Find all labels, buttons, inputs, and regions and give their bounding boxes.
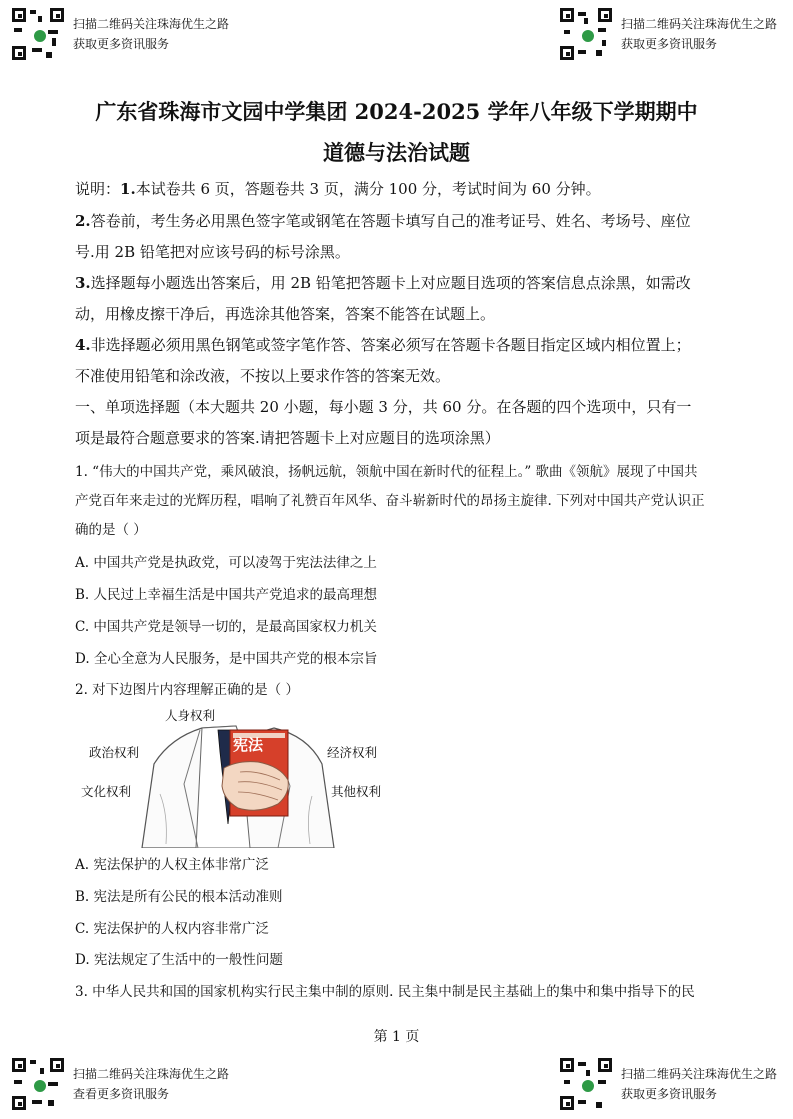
exam-title-line2: 道德与法治试题 xyxy=(323,140,470,165)
figure-label-political-rights: 政治权利 xyxy=(89,745,140,760)
q2-stem: 2. 对下边图片内容理解正确的是（ ） xyxy=(75,682,299,698)
q2-option-d: D. 宪法规定了生活中的一般性问题 xyxy=(75,952,283,968)
q2-option-a: A. 宪法保护的人权主体非常广泛 xyxy=(75,857,269,873)
figure-label-economic-rights: 经济权利 xyxy=(327,745,378,760)
exam-title-line1: 广东省珠海市文园中学集团 2024-2025 学年八年级下学期期中 xyxy=(95,99,698,124)
q2-option-c: C. 宪法保护的人权内容非常广泛 xyxy=(75,921,269,937)
q1-stem-line1: 1. “伟大的中国共产党，乘风破浪，扬帆远航，领航中国在新时代的征程上。” 歌曲《领航》展现了中国共 xyxy=(75,464,698,480)
instruction-1: 说明：1.本试卷共 6 页，答题卷共 3 页，满分 100 分，考试时间为 60 分钟。 xyxy=(75,180,601,198)
footer-qr-right-line2: 获取更多资讯服务 xyxy=(621,1087,718,1101)
qr-code-icon xyxy=(560,1058,612,1110)
section1-heading-cont: 项是最符合题意要求的答案.请把答题卡上对应题目的选项涂黑） xyxy=(75,429,500,447)
header-qr-right-line2: 获取更多资讯服务 xyxy=(621,37,718,51)
q1-option-c: C. 中国共产党是领导一切的，是最高国家权力机关 xyxy=(75,619,377,635)
figure-label-personal-rights: 人身权利 xyxy=(165,708,216,723)
q1-option-d: D. 全心全意为人民服务，是中国共产党的根本宗旨 xyxy=(75,651,378,667)
figure-label-other-rights: 其他权利 xyxy=(331,784,382,799)
book-title: 宪法 xyxy=(233,736,264,754)
instruction-3: 3.选择题每小题选出答案后，用 2B 铅笔把答题卡上对应题目选项的答案信息点涂黑，如需改 xyxy=(75,274,691,292)
q1-option-b: B. 人民过上幸福生活是中国共产党追求的最高理想 xyxy=(75,587,378,603)
footer-qr-left-line2: 查看更多资讯服务 xyxy=(73,1087,170,1101)
qr-code-icon xyxy=(12,8,64,60)
q1-stem-line3: 确的是（ ） xyxy=(75,522,147,538)
q1-stem-line2: 产党百年来走过的光辉历程，唱响了礼赞百年风华、奋斗崭新时代的昂扬主旋律. 下列对中国共产党认识正 xyxy=(75,493,705,509)
footer-qr-right-line1: 扫描二维码关注珠海优生之路 xyxy=(621,1067,778,1081)
q3-stem-line1: 3. 中华人民共和国的国家机构实行民主集中制的原则. 民主集中制是民主基础上的集中和集中指导下的民 xyxy=(75,984,695,1000)
section1-heading: 一、单项选择题（本大题共 20 小题，每小题 3 分，共 60 分。在各题的四个选项中，只有一 xyxy=(75,398,692,416)
q1-option-a: A. 中国共产党是执政党，可以凌驾于宪法法律之上 xyxy=(75,555,377,571)
qr-code-icon xyxy=(12,1058,64,1110)
page-number: 第 1 页 xyxy=(373,1029,420,1045)
instruction-4-cont: 不准使用铅笔和涂改液，不按以上要求作答的答案无效。 xyxy=(75,367,451,385)
instruction-2-cont: 号.用 2B 铅笔把对应该号码的标号涂黑。 xyxy=(75,243,350,261)
header-qr-right-line1: 扫描二维码关注珠海优生之路 xyxy=(621,17,778,31)
header-qr-left-line2: 获取更多资讯服务 xyxy=(73,37,170,51)
instruction-4: 4.非选择题必须用黑色钢笔或签字笔作答、答案必须写在答题卡各题目指定区域内相位置上； xyxy=(75,336,691,354)
instruction-3-cont: 动，用橡皮擦干净后，再选涂其他答案，答案不能答在试题上。 xyxy=(75,305,496,323)
instruction-2: 2.答卷前，考生务必用黑色签字笔或钢笔在答题卡填写自己的准考证号、姓名、考场号、座位 xyxy=(75,212,691,230)
header-qr-left-line1: 扫描二维码关注珠海优生之路 xyxy=(73,17,230,31)
q2-option-b: B. 宪法是所有公民的根本活动准则 xyxy=(75,889,283,905)
qr-code-icon xyxy=(560,8,612,60)
figure-label-cultural-rights: 文化权利 xyxy=(81,784,132,799)
footer-qr-left-line1: 扫描二维码关注珠海优生之路 xyxy=(73,1067,230,1081)
